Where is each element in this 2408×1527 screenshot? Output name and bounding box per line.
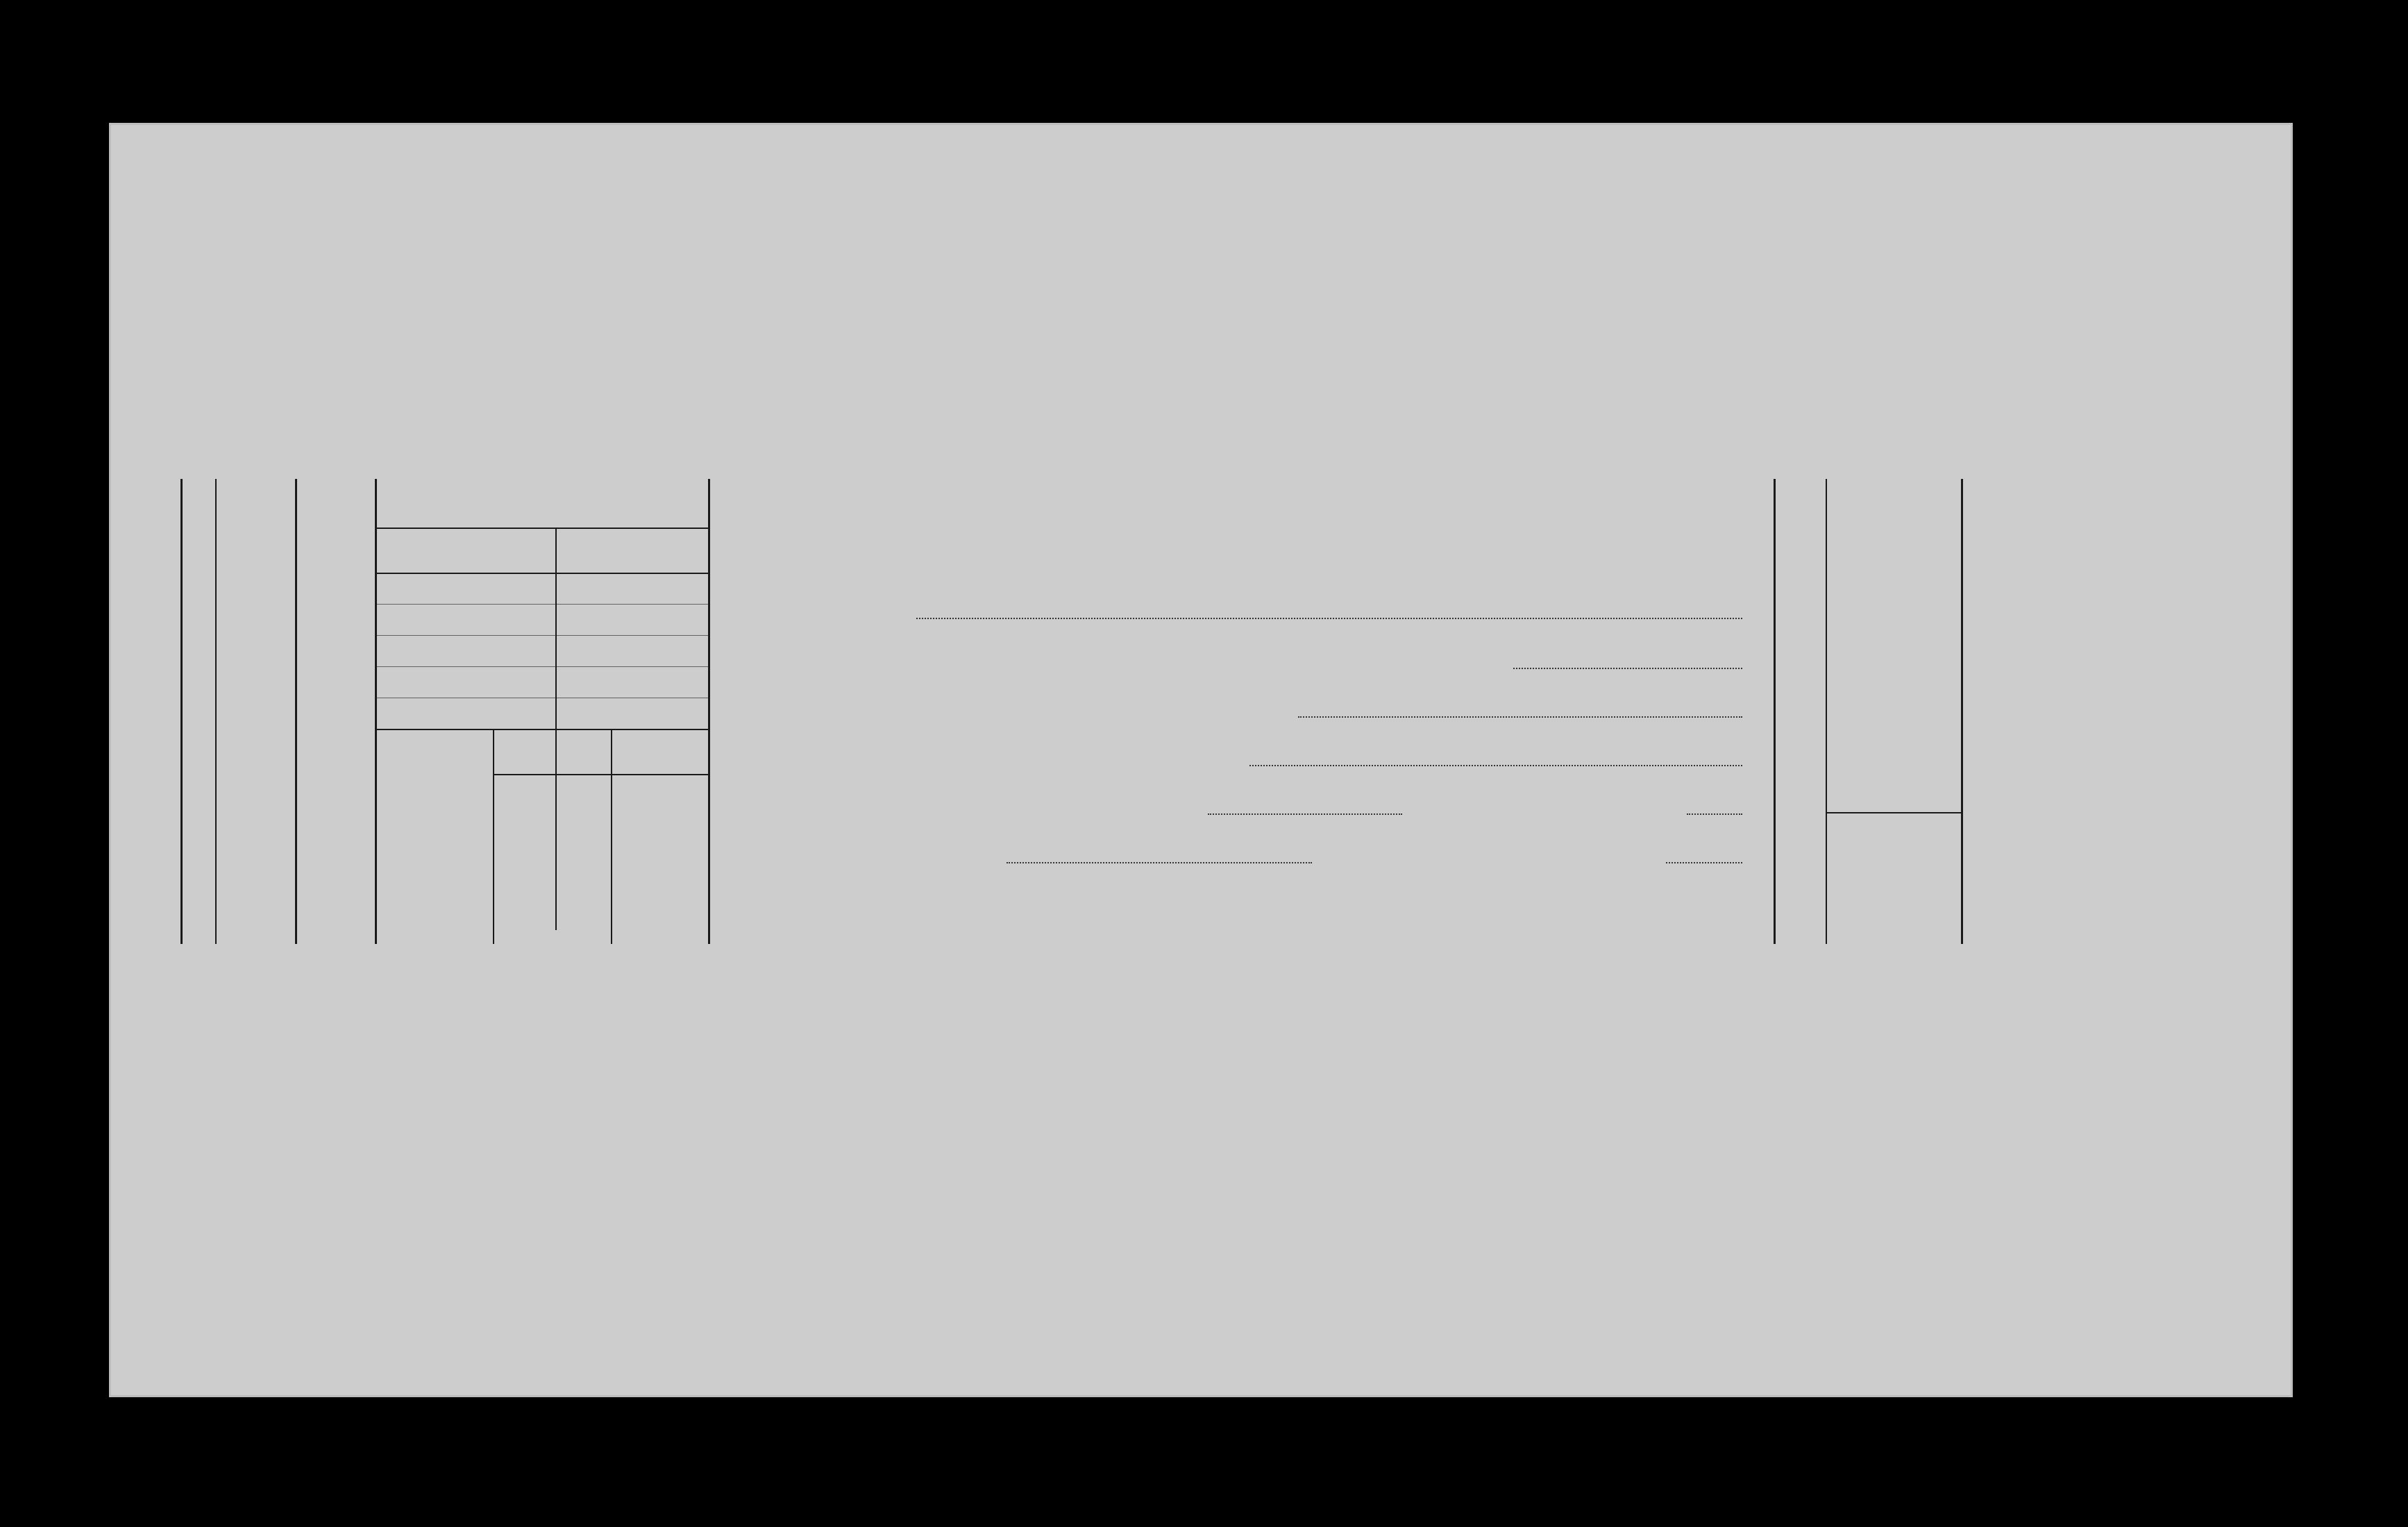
middle-section <box>111 479 2291 951</box>
lease-table <box>111 951 2291 1395</box>
census-card <box>111 125 2291 1395</box>
crops-table <box>111 125 2291 472</box>
